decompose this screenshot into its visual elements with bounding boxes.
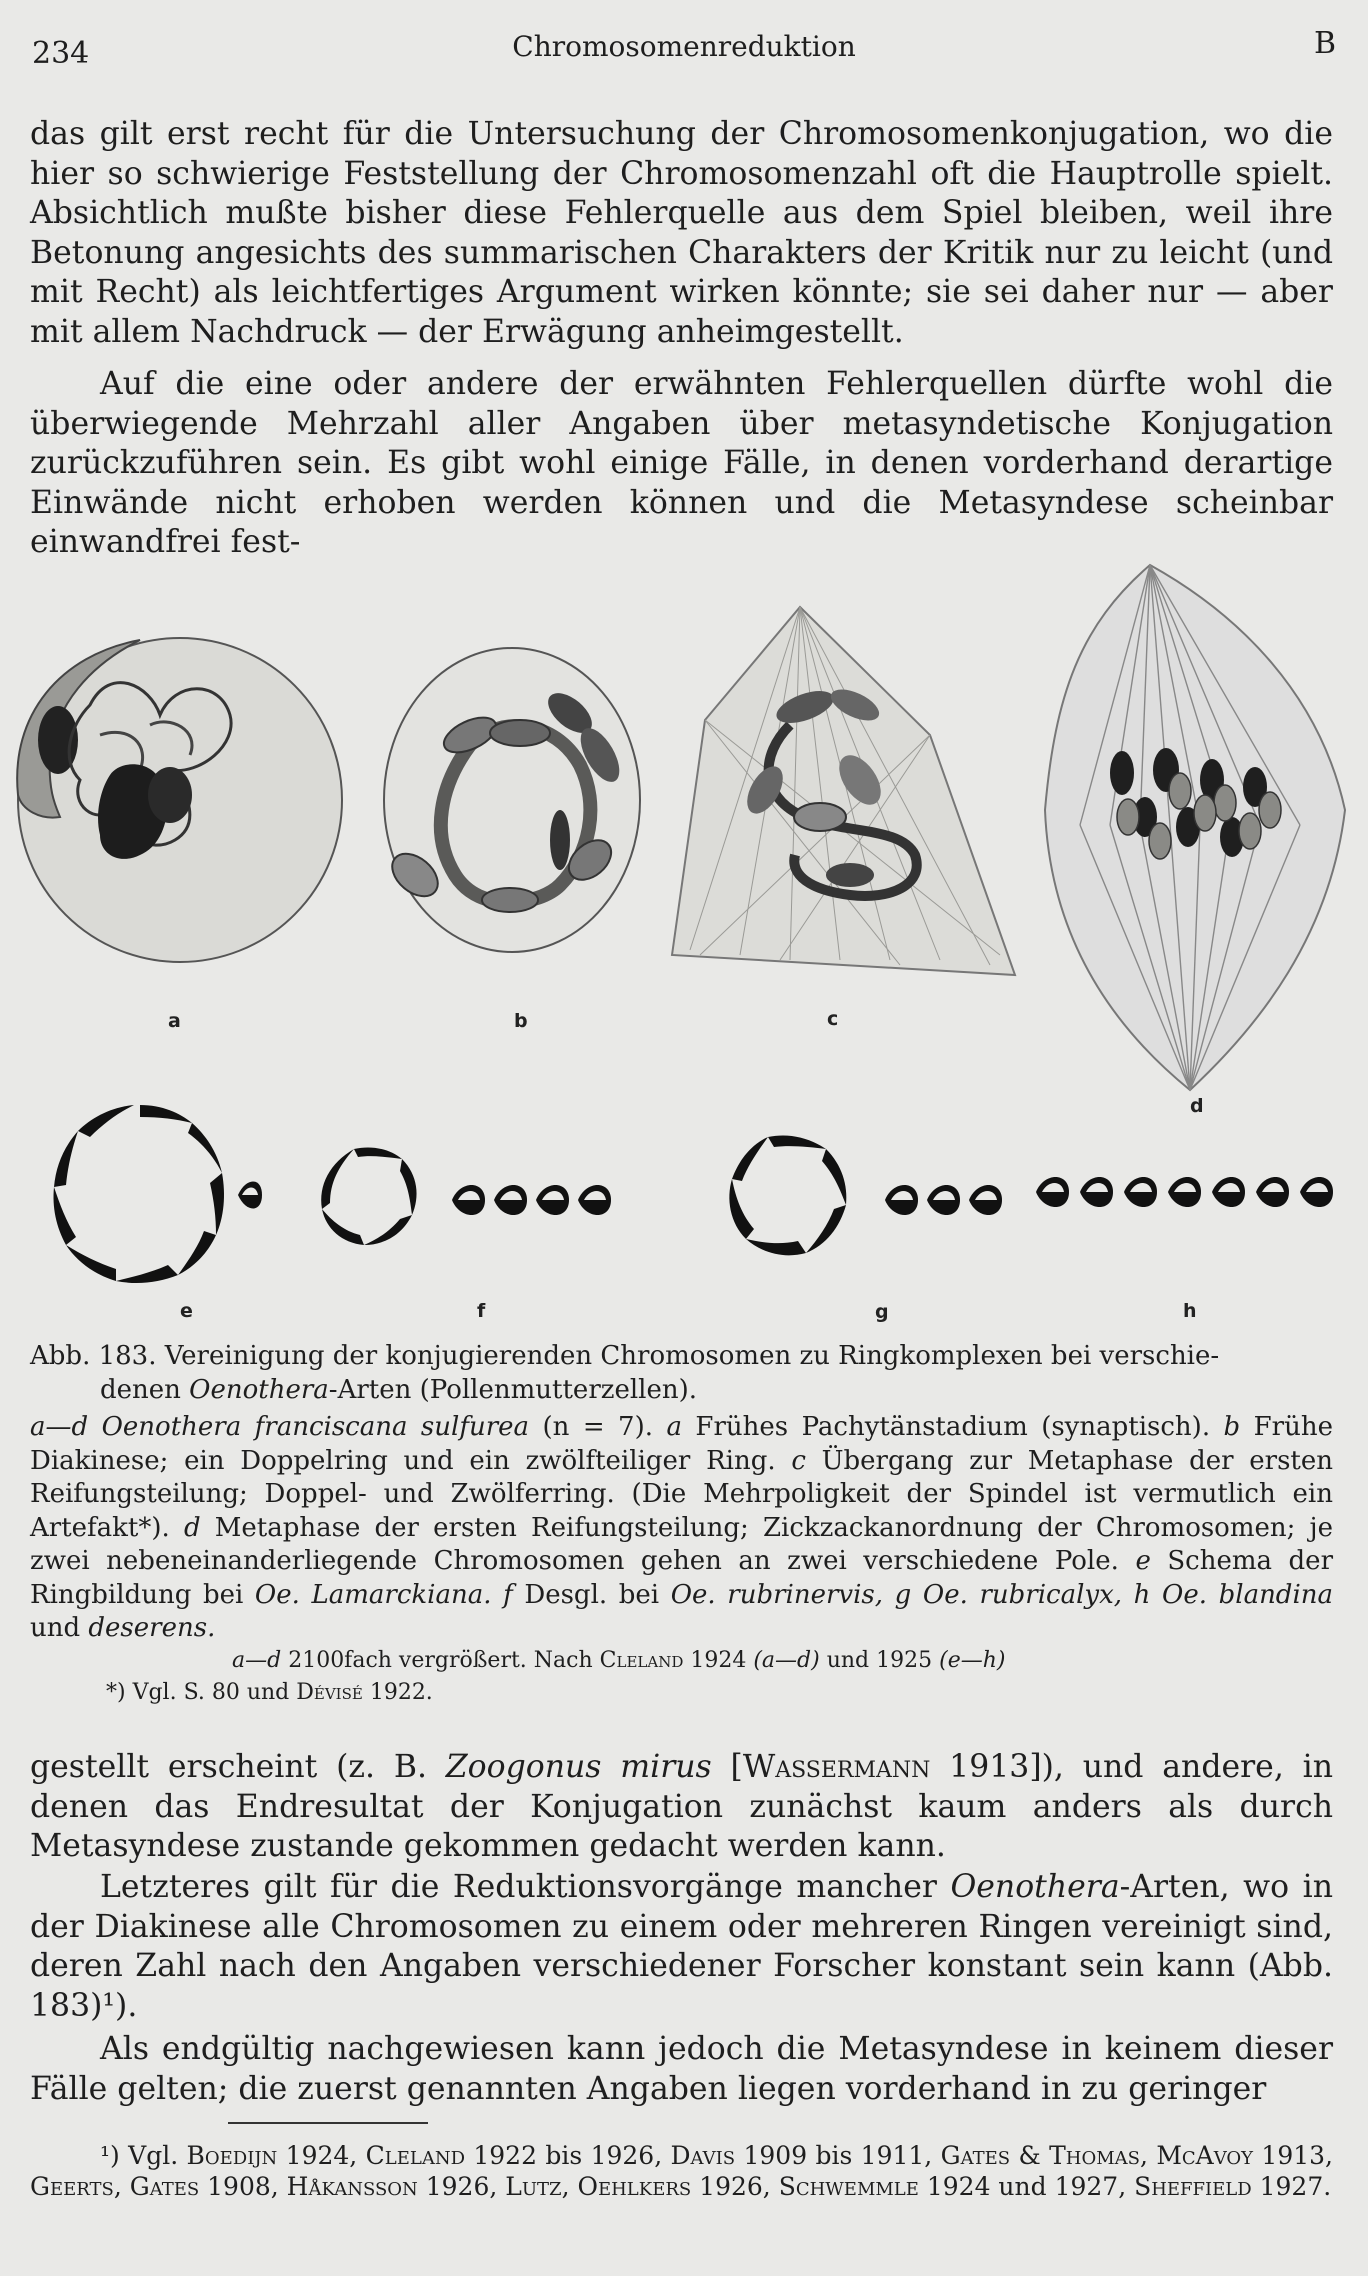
caption-title-line2: denen Oenothera-Arten (Pollenmutterzellen). [100, 1374, 697, 1405]
figure-footnote: *) Vgl. S. 80 und Dévisé 1922. [106, 1680, 433, 1705]
paragraph-5: Als endgültig nachgewiesen kann jedoch die Metasyndese in keinem dieser Fälle gelten; die zuerst genannten Angaben liegen vorderhand in zu geringer [30, 2031, 1333, 2107]
paragraph-4: Letzteres gilt für die Reduktionsvorgänge mancher Oenothera-Arten, wo in der Diakinese alle Chromosomen zu einem oder mehreren Ringen vereinigt sind, deren Zahl nach den Angaben verschiedener Forscher konstant sein kann (Abb. 183)¹). [30, 1869, 1333, 2024]
paragraph-1: das gilt erst recht für die Untersuchung der Chromosomenkonjugation, wo die hier so schwierige Feststellung der Chromosomenzahl oft die Hauptrolle spielt. Absichtlich mußte bisher diese Fehlerquelle aus dem Spiel bleiben, weil ihre Betonung angesichts des summarischen Charakters der Kritik nur zu leicht (und mit Recht) als leichtfertiges Argument wirken könnte; sie sei daher nur — aber mit allem Nachdruck — der Erwägung anheimgestellt. [30, 116, 1333, 350]
caption-title [30, 1340, 1333, 1407]
drawing-d [1045, 565, 1345, 1090]
page-number: 234 [32, 36, 90, 71]
running-title: Chromosomenreduktion [512, 30, 856, 63]
label-a: a [168, 1010, 181, 1032]
section-letter: B [1313, 26, 1336, 61]
label-d: d [1190, 1095, 1204, 1117]
label-g: g [875, 1301, 889, 1323]
figure-183 [0, 555, 1368, 1335]
label-h: h [1183, 1300, 1197, 1322]
running-header [32, 26, 1336, 71]
paragraph-3: gestellt erscheint (z. B. Zoogonus mirus [Wassermann 1913]), und andere, in denen das Endresultat der Konjugation zunächst kaum anders als durch Metasyndese zustande gekommen gedacht werden kann. [30, 1749, 1333, 1864]
figure-caption [30, 1340, 1333, 1646]
caption-title-line1: Abb. 183. Vereinigung der konjugierenden Chromosomen zu Ringkomplexen bei verschie- [30, 1341, 1220, 1371]
figure-drawings [0, 555, 1368, 1335]
label-e: e [180, 1300, 193, 1322]
paragraph-2: Auf die eine oder andere der erwähnten Fehlerquellen dürfte wohl die überwiegende Mehrzahl aller Angaben über metasyndetische Konjugation zurückzuführen sein. Es gibt wohl einige Fälle, in denen vorderhand derartige Einwände nicht erhoben werden können und die Metasyndese scheinbar einwandfrei fest- [30, 366, 1333, 560]
label-f: f [477, 1300, 486, 1322]
footnote-1: ¹) Vgl. Boedijn 1924, Cleland 1922 bis 1926, Davis 1909 bis 1911, Gates & Thomas, McAvoy 1913, Geerts, Gates 1908, Håkansson 1926, Lutz, Oehlkers 1926, Schwemmle 1924 und 1927, Sheffield 1927. [30, 2141, 1334, 2201]
footnote-rule [228, 2122, 428, 2124]
drawing-b [384, 648, 640, 952]
drawing-a [17, 638, 342, 962]
drawing-e [54, 1105, 263, 1283]
drawing-g [729, 1136, 1002, 1256]
label-c: c [827, 1008, 839, 1030]
drawing-c [672, 607, 1015, 975]
label-b: b [514, 1010, 528, 1032]
magnification-note: a—d 2100fach vergrößert. Nach Cleland 1924 (a—d) und 1925 (e—h) [232, 1648, 1006, 1673]
caption-legend: a—d Oenothera franciscana sulfurea (n = 7). a Frühes Pachytänstadium (synaptisch). b Frühe Diakinese; ein Doppelring und ein zwölfteiliger Ring. c Übergang zur Metaphase der ersten Reifungsteilung; Doppel- und Zwölferring. (Die Mehrpoligkeit der Spindel ist vermutlich ein Artefakt*). d Metaphase der ersten Reifungsteilung; Zickzackanordnung der Chromosomen; je zwei nebeneinanderliegende Chromosomen gehen an zwei verschiedene Pole. e Schema der Ringbildung bei Oe. Lamarckiana. f Desgl. bei Oe. rubrinervis, g Oe. rubricalyx, h Oe. blandina und deserens. [30, 1412, 1334, 1643]
